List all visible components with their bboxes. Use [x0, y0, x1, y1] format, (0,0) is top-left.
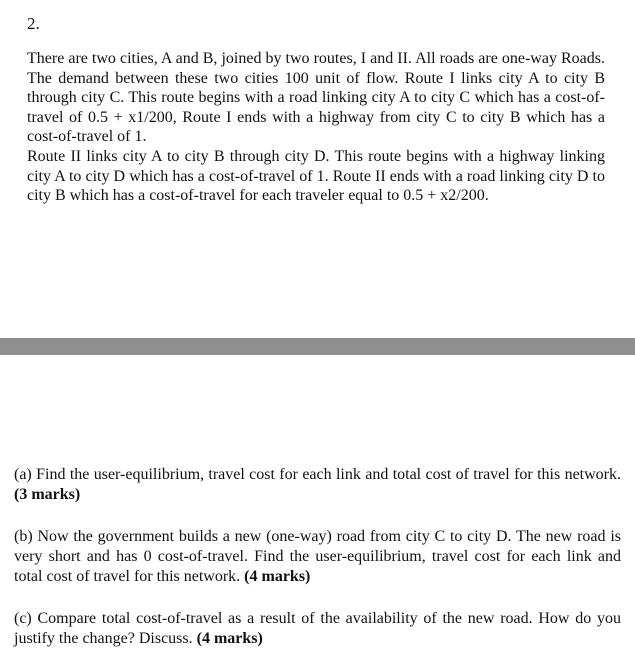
part-a-text: (a) Find the user-equilibrium, travel cost for each link and total cost of travel for this network. [14, 466, 621, 483]
route-two-paragraph: Route II links city A to city B through city D. This route begins with a highway linking city A to city D which has a cost-of-travel of 1. Route II ends with a road linking city D to city B which has a cost-of-travel for each traveler equal to 0.5 + x2/200. [27, 148, 605, 205]
part-b-text: (b) Now the government builds a new (one-way) road from city C to city D. The new road is very short and has 0 cost-of-travel. Find the user-equilibrium, travel cost for each link and total cost of travel for this network. [14, 528, 621, 585]
section-divider [0, 338, 635, 355]
part-c-text: (c) Compare total cost-of-travel as a result of the availability of the new road. How do you justify the change? Discuss. [14, 610, 621, 647]
part-a-marks: (3 marks) [14, 486, 81, 503]
intro-paragraph: There are two cities, A and B, joined by two routes, I and II. All roads are one-way Roads. The demand between these two cities 100 unit of flow. Route I links city A to city B through city C. This route begins with a road linking city A to city C which has a cost-of-travel of 0.5 + x1/200, Route I ends with a highway from city C to city B which has a cost-of-travel of 1. [27, 50, 605, 146]
part-b [14, 527, 621, 587]
part-c-marks: (4 marks) [196, 630, 263, 647]
part-a [14, 465, 621, 505]
part-b-marks: (4 marks) [244, 568, 311, 585]
part-c [14, 609, 621, 649]
question-number: 2. [27, 14, 40, 33]
